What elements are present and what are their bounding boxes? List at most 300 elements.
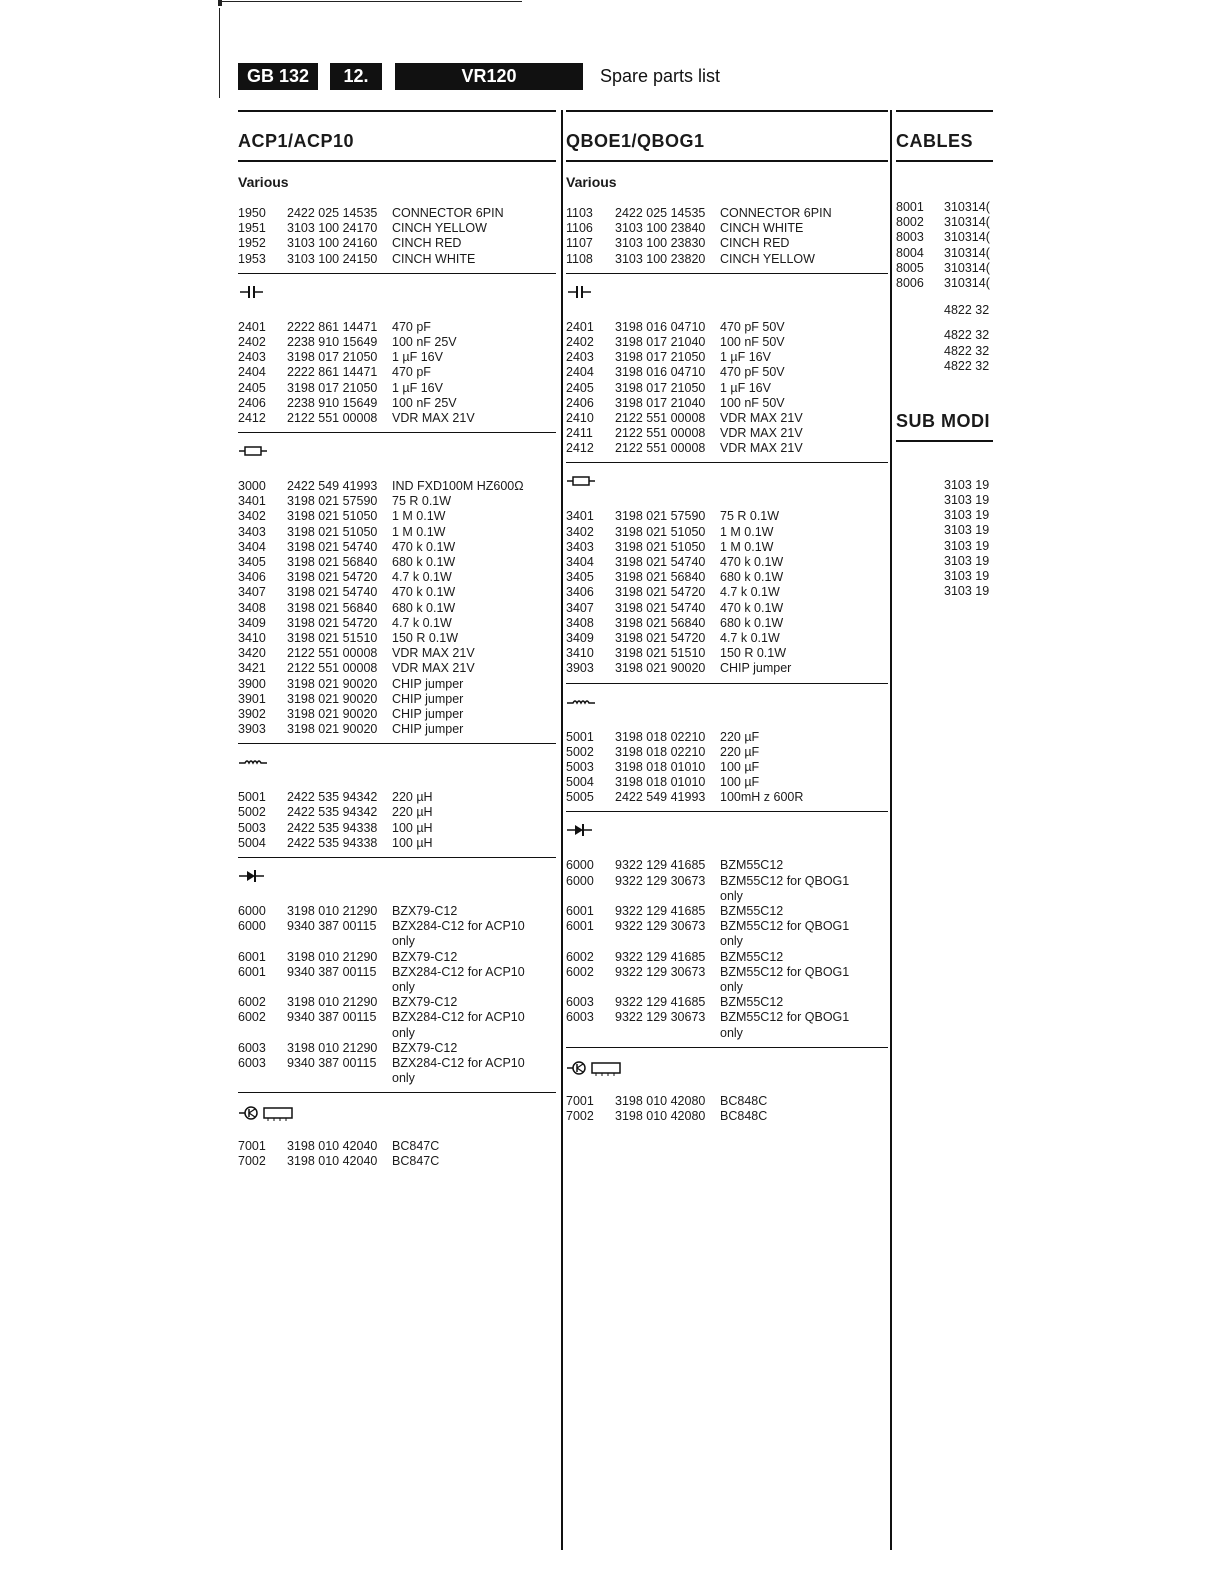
- part-description: BZM55C12: [720, 995, 784, 1010]
- table-row: [238, 396, 556, 411]
- part-description: CINCH WHITE: [720, 221, 804, 236]
- position-number: 6001: [566, 904, 594, 918]
- position-number: 7001: [566, 1093, 594, 1108]
- part-code: 3198 018 02210: [615, 744, 706, 759]
- part-description: VDR MAX 21V: [720, 441, 803, 456]
- table-row: [566, 790, 888, 805]
- position-number: 6000: [566, 858, 594, 873]
- part-code: 2422 535 94338: [287, 820, 378, 835]
- part-code: 2422 549 41993: [615, 790, 706, 805]
- table-row: [566, 980, 888, 995]
- part-description: 4.7 k 0.1W: [720, 630, 780, 645]
- part-description: BZX79-C12: [392, 995, 458, 1010]
- position-number: 3408: [238, 600, 266, 615]
- part-code: 3198 021 90020: [615, 661, 706, 676]
- table-row: [238, 805, 556, 820]
- part-code: 9322 129 30673: [615, 873, 706, 888]
- part-description: BZX79-C12: [392, 904, 458, 918]
- part-code: 3198 021 56840: [615, 615, 706, 630]
- table-row: [238, 479, 556, 494]
- position-number: 5004: [238, 835, 266, 850]
- position-number: 2402: [566, 334, 594, 349]
- part-description: CHIP jumper: [392, 706, 464, 721]
- table-row: [238, 365, 556, 380]
- part-description: 470 pF 50V: [720, 365, 785, 380]
- table-row: [896, 200, 993, 215]
- column-title: ACP1/ACP10: [238, 131, 355, 151]
- position-number: 3902: [238, 706, 266, 721]
- position-number: 2403: [238, 350, 266, 365]
- table-row: [238, 646, 556, 661]
- section-rule: [566, 811, 888, 812]
- column-acp: [238, 110, 556, 1170]
- part-code: 3198 021 56840: [287, 555, 378, 569]
- part-code: 3198 021 56840: [287, 600, 378, 615]
- diode-icon: [566, 820, 888, 846]
- position-number: 3901: [238, 691, 266, 706]
- part-description: only: [392, 1071, 415, 1086]
- table-row: [238, 965, 556, 980]
- part-code: 2238 910 15649: [287, 395, 378, 410]
- part-code: 3198 017 21050: [615, 350, 706, 365]
- badge-doc-code: GB 132: [238, 63, 318, 90]
- part-code: 2422 549 41993: [287, 479, 378, 494]
- part-code: 3198 010 42040: [287, 1154, 378, 1169]
- part-code: 2122 551 00008: [287, 646, 378, 661]
- column-title: QBOE1/QBOG1: [566, 131, 705, 151]
- table-row: [238, 601, 556, 616]
- part-code: 3198 018 01010: [615, 759, 706, 774]
- part-description: CINCH RED: [720, 236, 790, 251]
- part-description: 680 k 0.1W: [392, 600, 456, 615]
- position-number: 3408: [566, 615, 594, 630]
- part-description: only: [392, 979, 415, 994]
- part-code: 2422 025 14535: [615, 206, 706, 220]
- position-number: 3000: [238, 479, 266, 494]
- position-number: 3407: [566, 600, 594, 615]
- position-number: 8006: [896, 275, 924, 290]
- part-code: 9322 129 41685: [615, 858, 706, 873]
- position-number: 2410: [566, 410, 594, 425]
- part-code: 310314(: [944, 245, 990, 260]
- part-description: 1 M 0.1W: [720, 524, 774, 539]
- part-code: 9322 129 30673: [615, 964, 706, 979]
- capacitor-icon: [238, 282, 556, 308]
- part-description: 100 µF: [720, 759, 760, 774]
- position-number: 3903: [238, 722, 266, 737]
- table-row: [238, 677, 556, 692]
- part-description: BZX79-C12: [392, 949, 458, 964]
- position-number: 6001: [238, 964, 266, 979]
- part-code: 3198 021 54720: [615, 630, 706, 645]
- part-description: BZX284-C12 for ACP10: [392, 1055, 525, 1070]
- table-row: [566, 965, 888, 980]
- position-number: 6002: [238, 995, 266, 1010]
- table-row: [238, 252, 556, 267]
- table-row: [566, 775, 888, 790]
- position-number: 2401: [238, 319, 266, 334]
- part-code: 3103 100 23840: [615, 221, 706, 236]
- part-description: only: [720, 888, 743, 903]
- table-row: [566, 236, 888, 251]
- position-number: 2405: [238, 380, 266, 395]
- position-number: 5004: [566, 775, 594, 790]
- part-code: 2222 861 14471: [287, 319, 378, 334]
- part-code: 310314(: [944, 260, 990, 275]
- cables-title: CABLES: [896, 131, 974, 151]
- table-row: [238, 1071, 556, 1086]
- inductor-icon: [566, 692, 888, 718]
- part-code: 2122 551 00008: [287, 410, 378, 425]
- position-number: 6000: [238, 904, 266, 918]
- table-row: [566, 646, 888, 661]
- table-row: [238, 509, 556, 524]
- part-code: 4822 32: [944, 358, 990, 373]
- part-code: 9322 129 30673: [615, 919, 706, 934]
- position-number: 2403: [566, 350, 594, 365]
- position-number: 3900: [238, 676, 266, 691]
- position-number: 3410: [566, 646, 594, 661]
- resistor-icon: [238, 441, 556, 467]
- part-description: only: [720, 979, 743, 994]
- table-row: [238, 631, 556, 646]
- part-code: 3198 010 21290: [287, 995, 378, 1010]
- position-number: 6002: [566, 964, 594, 979]
- table-row: [238, 494, 556, 509]
- position-number: 3409: [238, 615, 266, 630]
- table-row: [566, 631, 888, 646]
- position-number: 5001: [566, 729, 594, 744]
- parts-rows: [238, 479, 556, 737]
- position-number: 3403: [238, 524, 266, 539]
- part-code: 3198 021 51050: [287, 509, 378, 524]
- parts-rows: [238, 206, 556, 267]
- part-description: BC848C: [720, 1108, 768, 1123]
- part-code: 3198 021 54720: [287, 615, 378, 630]
- position-number: 3420: [238, 646, 266, 661]
- position-number: 5005: [566, 790, 594, 805]
- part-description: CONNECTOR 6PIN: [720, 206, 832, 220]
- transistor-ic-icon: [566, 1056, 888, 1082]
- part-code: 3198 016 04710: [615, 365, 706, 380]
- part-code: 3103 19: [944, 523, 990, 538]
- part-description: BZM55C12 for QBOG1: [720, 919, 850, 934]
- part-code: 3198 017 21040: [615, 395, 706, 410]
- table-row: [566, 221, 888, 236]
- part-description: CINCH YELLOW: [720, 251, 815, 266]
- part-code: 3198 021 54720: [615, 585, 706, 600]
- transistor-ic-icon: [238, 1101, 556, 1127]
- part-description: BZM55C12: [720, 949, 784, 964]
- position-number: 3401: [566, 509, 594, 524]
- part-code: 3198 021 90020: [287, 706, 378, 721]
- part-code: 3198 021 54740: [287, 539, 378, 554]
- part-code: 3198 018 01010: [615, 775, 706, 790]
- position-number: 1953: [238, 251, 266, 266]
- table-row: [896, 276, 993, 291]
- parts-section: [566, 170, 888, 274]
- part-code: 3103 100 23820: [615, 251, 706, 266]
- table-row: [238, 980, 556, 995]
- position-number: 1951: [238, 221, 266, 236]
- position-number: 5003: [566, 759, 594, 774]
- part-description: BZM55C12 for QBOG1: [720, 1010, 850, 1025]
- position-number: 5002: [238, 805, 266, 820]
- part-code: 2238 910 15649: [287, 334, 378, 349]
- part-description: BZX79-C12: [392, 1040, 458, 1055]
- part-code: 3198 021 51050: [287, 524, 378, 539]
- part-description: BC847C: [392, 1154, 440, 1169]
- position-number: 3406: [238, 570, 266, 585]
- part-description: 470 pF: [392, 319, 431, 334]
- parts-rows: [566, 206, 888, 267]
- table-row: [566, 874, 888, 889]
- table-row: [566, 570, 888, 585]
- parts-section: [238, 866, 556, 1093]
- part-description: BZX284-C12 for ACP10: [392, 1010, 525, 1025]
- part-description: 75 R 0.1W: [720, 509, 780, 524]
- part-code: 3198 021 90020: [287, 722, 378, 737]
- table-row: [238, 836, 556, 851]
- parts-section: [566, 820, 888, 1047]
- parts-rows: [238, 320, 556, 426]
- part-code: 3198 021 51050: [615, 539, 706, 554]
- part-description: 470 k 0.1W: [392, 539, 456, 554]
- part-code: 9322 129 41685: [615, 995, 706, 1010]
- table-row: [566, 381, 888, 396]
- position-number: 2411: [566, 426, 593, 441]
- part-code: 3198 021 90020: [287, 676, 378, 691]
- part-code: 310314(: [944, 215, 990, 230]
- position-number: 1107: [566, 236, 593, 251]
- part-code: 9322 129 30673: [615, 1010, 706, 1025]
- position-number: 3402: [566, 524, 594, 539]
- part-code: 3198 010 21290: [287, 904, 378, 918]
- position-number: 5001: [238, 790, 266, 805]
- position-number: 6000: [238, 919, 266, 934]
- part-code: 310314(: [944, 200, 990, 214]
- position-number: 8002: [896, 215, 924, 230]
- parts-section: [238, 170, 556, 274]
- position-number: 7001: [238, 1139, 266, 1154]
- part-description: CHIP jumper: [392, 691, 464, 706]
- part-code: 9340 387 00115: [287, 919, 377, 934]
- position-number: 6003: [566, 995, 594, 1010]
- part-description: 100 µH: [392, 820, 433, 835]
- part-code: 3198 017 21050: [287, 350, 378, 365]
- position-number: 3401: [238, 494, 266, 509]
- table-row: [238, 1010, 556, 1025]
- title-rule: [238, 160, 556, 162]
- table-row: [566, 1094, 888, 1109]
- table-row: [566, 858, 888, 873]
- part-code: 3103 100 24170: [287, 221, 378, 236]
- part-description: 100 µF: [720, 775, 760, 790]
- part-description: CINCH YELLOW: [392, 221, 487, 236]
- part-description: 220 µF: [720, 729, 760, 744]
- column-qboe: [566, 110, 888, 1124]
- position-number: 6000: [566, 873, 594, 888]
- parts-rows: [566, 509, 888, 676]
- part-code: 3198 017 21050: [615, 380, 706, 395]
- table-row: [238, 616, 556, 631]
- part-description: VDR MAX 21V: [720, 410, 803, 425]
- position-number: 2406: [566, 395, 594, 410]
- part-code: 2222 861 14471: [287, 365, 378, 380]
- table-row: [238, 335, 556, 350]
- parts-section: [238, 1101, 556, 1169]
- table-row: [566, 335, 888, 350]
- table-row: [238, 555, 556, 570]
- parts-section: [238, 752, 556, 858]
- scan-left-edge: [219, 8, 220, 98]
- table-row: [238, 236, 556, 251]
- section-rule: [238, 432, 556, 433]
- position-number: 3403: [566, 539, 594, 554]
- position-number: 3404: [238, 539, 266, 554]
- part-code: 2122 551 00008: [287, 661, 378, 676]
- part-code: 2122 551 00008: [615, 441, 706, 456]
- part-code: 3198 021 57590: [615, 509, 706, 524]
- part-description: 1 µF 16V: [392, 380, 443, 395]
- part-description: CHIP jumper: [392, 676, 464, 691]
- part-description: 470 pF 50V: [720, 319, 785, 334]
- position-number: 2404: [238, 365, 266, 380]
- position-number: 2412: [566, 441, 594, 456]
- part-description: 100 nF 50V: [720, 334, 785, 349]
- section-rule: [566, 273, 888, 274]
- part-description: BZM55C12: [720, 858, 784, 873]
- part-code: 3103 100 24150: [287, 251, 378, 266]
- table-row: [566, 320, 888, 335]
- section-rule: [238, 857, 556, 858]
- part-code: 9322 129 41685: [615, 904, 706, 918]
- section-rule: [566, 462, 888, 463]
- table-row: [238, 350, 556, 365]
- part-description: 100 nF 25V: [392, 334, 457, 349]
- part-description: BZM55C12 for QBOG1: [720, 964, 850, 979]
- part-code: 310314(: [944, 230, 990, 245]
- table-row: [566, 760, 888, 775]
- parts-rows: [566, 320, 888, 457]
- part-code: 9340 387 00115: [287, 1010, 377, 1025]
- position-number: 6003: [566, 1010, 594, 1025]
- section-label: Various: [566, 174, 617, 190]
- part-description: BC847C: [392, 1139, 440, 1154]
- parts-section: [566, 692, 888, 813]
- part-code: 3103 19: [944, 538, 990, 553]
- table-row: [238, 1041, 556, 1056]
- scan-top-edge: [222, 1, 522, 2]
- table-row: [238, 525, 556, 540]
- part-description: 100 µH: [392, 835, 433, 850]
- table-row: [896, 230, 993, 245]
- position-number: 6001: [238, 949, 266, 964]
- part-description: only: [392, 1025, 415, 1040]
- column-divider-1: [561, 110, 563, 1550]
- part-code: 3198 016 04710: [615, 319, 706, 334]
- part-code: 3198 010 42080: [615, 1093, 706, 1108]
- table-row: [238, 570, 556, 585]
- position-number: 3421: [238, 661, 266, 676]
- part-code: 2422 025 14535: [287, 206, 378, 220]
- part-description: BZM55C12 for QBOG1: [720, 873, 850, 888]
- badge-chapter: 12.: [330, 63, 382, 90]
- table-row: [566, 730, 888, 745]
- table-row: [566, 350, 888, 365]
- part-code: 3103 19: [944, 508, 990, 523]
- parts-rows: [566, 1094, 888, 1124]
- part-code: 3103 19: [944, 584, 990, 599]
- part-description: 220 µH: [392, 790, 433, 805]
- part-code: 3198 017 21050: [287, 380, 378, 395]
- section-rule: [238, 1092, 556, 1093]
- table-row: [566, 1026, 888, 1041]
- table-row: [566, 889, 888, 904]
- parts-rows: [238, 1139, 556, 1169]
- part-description: 1 M 0.1W: [392, 509, 446, 524]
- part-code: 3103 100 24160: [287, 236, 378, 251]
- part-description: CINCH WHITE: [392, 251, 476, 266]
- part-code: 3198 021 54720: [287, 570, 378, 585]
- position-number: 7002: [566, 1108, 594, 1123]
- table-row: [566, 934, 888, 949]
- position-number: 3407: [238, 585, 266, 600]
- table-row: [238, 411, 556, 426]
- part-code: 2422 535 94342: [287, 790, 378, 805]
- table-row: [238, 919, 556, 934]
- part-description: 100mH z 600R: [720, 790, 804, 805]
- parts-rows: [238, 790, 556, 851]
- part-code: 3198 018 02210: [615, 729, 706, 744]
- part-code: 2122 551 00008: [615, 426, 706, 441]
- position-number: 1952: [238, 236, 266, 251]
- position-number: 6003: [238, 1055, 266, 1070]
- part-code: 3198 010 42040: [287, 1139, 378, 1154]
- part-code: 3103 19: [944, 477, 990, 492]
- part-code: 3103 100 23830: [615, 236, 706, 251]
- inductor-icon: [238, 752, 556, 778]
- table-row: [238, 206, 556, 221]
- table-row: [566, 426, 888, 441]
- position-number: 8003: [896, 230, 924, 245]
- table-row: [238, 1139, 556, 1154]
- part-description: VDR MAX 21V: [392, 646, 475, 661]
- part-code: 9340 387 00115: [287, 1055, 377, 1070]
- position-number: 8001: [896, 200, 924, 214]
- section-rule: [566, 1047, 888, 1048]
- part-description: BC848C: [720, 1093, 768, 1108]
- part-description: CINCH RED: [392, 236, 462, 251]
- table-row: [566, 585, 888, 600]
- part-code: 3198 017 21040: [615, 334, 706, 349]
- part-description: 220 µH: [392, 805, 433, 820]
- table-row: [238, 995, 556, 1010]
- part-description: only: [392, 934, 415, 949]
- part-code: 3198 021 54740: [615, 600, 706, 615]
- part-description: 1 M 0.1W: [720, 539, 774, 554]
- parts-section: [566, 1056, 888, 1124]
- title-rule: [566, 160, 888, 162]
- position-number: 3405: [566, 570, 594, 585]
- position-number: 5003: [238, 820, 266, 835]
- table-row: [896, 246, 993, 261]
- part-code: 2122 551 00008: [615, 410, 706, 425]
- part-description: 100 nF 50V: [720, 395, 785, 410]
- part-code: 3198 010 21290: [287, 1040, 378, 1055]
- table-row: [566, 661, 888, 676]
- part-code: 4822 32: [944, 328, 990, 343]
